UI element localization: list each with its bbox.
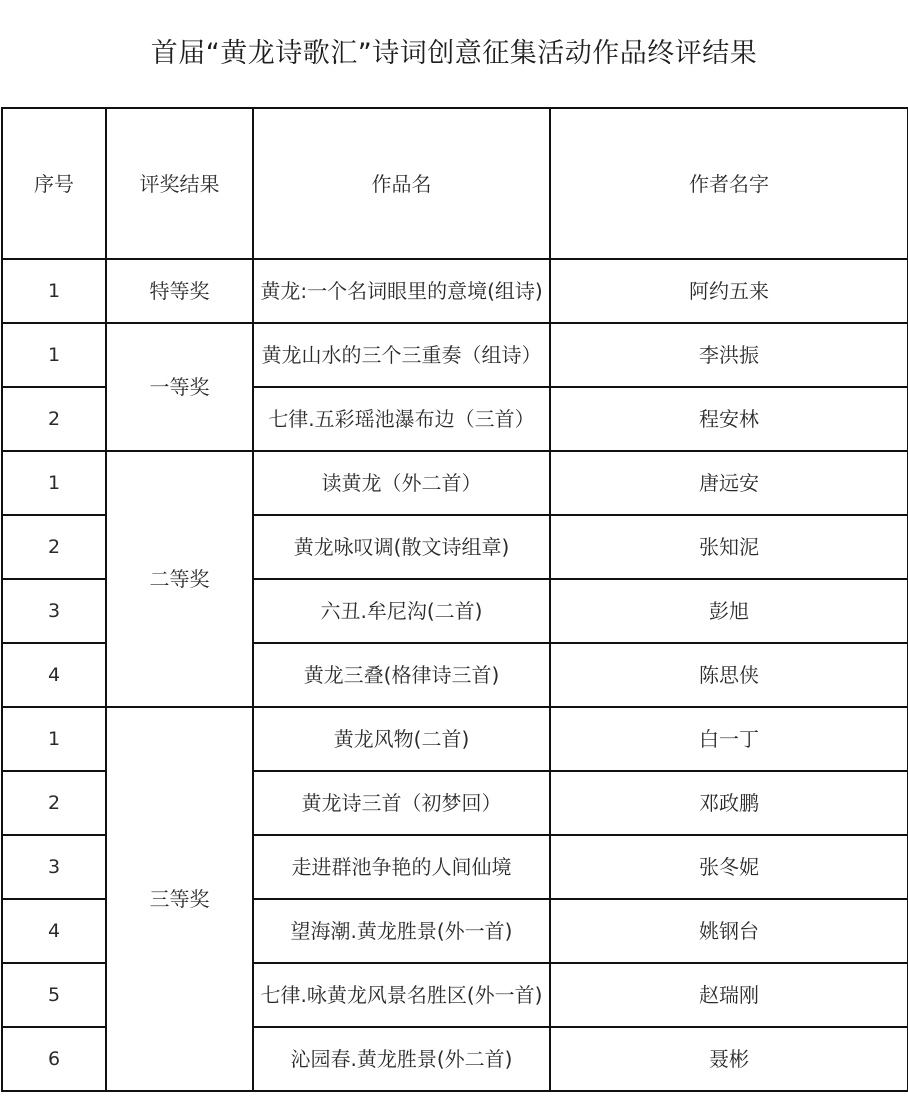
author-cell: 唐远安 [550,451,908,515]
award-cell: 二等奖 [106,451,253,707]
award-cell: 三等奖 [106,707,253,1091]
work-cell: 黄龙:一个名词眼里的意境(组诗) [253,259,550,323]
work-cell: 黄龙诗三首（初梦回） [253,771,550,835]
author-cell: 张知泥 [550,515,908,579]
work-cell: 望海潮.黄龙胜景(外一首) [253,899,550,963]
work-cell: 六丑.牟尼沟(二首) [253,579,550,643]
seq-cell: 2 [2,515,106,579]
award-cell: 一等奖 [106,323,253,451]
work-cell: 黄龙风物(二首) [253,707,550,771]
author-cell: 李洪振 [550,323,908,387]
seq-cell: 2 [2,771,106,835]
author-cell: 张冬妮 [550,835,908,899]
seq-cell: 3 [2,835,106,899]
seq-cell: 1 [2,707,106,771]
header-work: 作品名 [253,108,550,259]
seq-cell: 1 [2,451,106,515]
author-cell: 聂彬 [550,1027,908,1091]
seq-cell: 6 [2,1027,106,1091]
author-cell: 陈思侠 [550,643,908,707]
work-cell: 走进群池争艳的人间仙境 [253,835,550,899]
work-cell: 七律.五彩瑶池瀑布边（三首） [253,387,550,451]
table-row [2,451,908,515]
author-cell: 赵瑞刚 [550,963,908,1027]
work-cell: 黄龙咏叹调(散文诗组章) [253,515,550,579]
seq-cell: 4 [2,643,106,707]
author-cell: 姚钢台 [550,899,908,963]
work-cell: 读黄龙（外二首） [253,451,550,515]
seq-cell: 2 [2,387,106,451]
award-cell: 特等奖 [106,259,253,323]
author-cell: 彭旭 [550,579,908,643]
seq-cell: 1 [2,323,106,387]
seq-cell: 1 [2,259,106,323]
table-row [2,259,908,323]
work-cell: 黄龙三叠(格律诗三首) [253,643,550,707]
header-award: 评奖结果 [106,108,253,259]
author-cell: 阿约五来 [550,259,908,323]
table-row [2,323,908,387]
seq-cell: 5 [2,963,106,1027]
header-seq: 序号 [2,108,106,259]
author-cell: 邓政鹏 [550,771,908,835]
author-cell: 白一丁 [550,707,908,771]
work-cell: 七律.咏黄龙风景名胜区(外一首) [253,963,550,1027]
work-cell: 黄龙山水的三个三重奏（组诗） [253,323,550,387]
seq-cell: 4 [2,899,106,963]
table-header-row [2,108,908,259]
results-table [1,107,908,1092]
seq-cell: 3 [2,579,106,643]
work-cell: 沁园春.黄龙胜景(外二首) [253,1027,550,1091]
table-row [2,707,908,771]
author-cell: 程安林 [550,387,908,451]
header-author: 作者名字 [550,108,908,259]
page-title: 首届“黄龙诗歌汇”诗词创意征集活动作品终评结果 [150,37,758,69]
